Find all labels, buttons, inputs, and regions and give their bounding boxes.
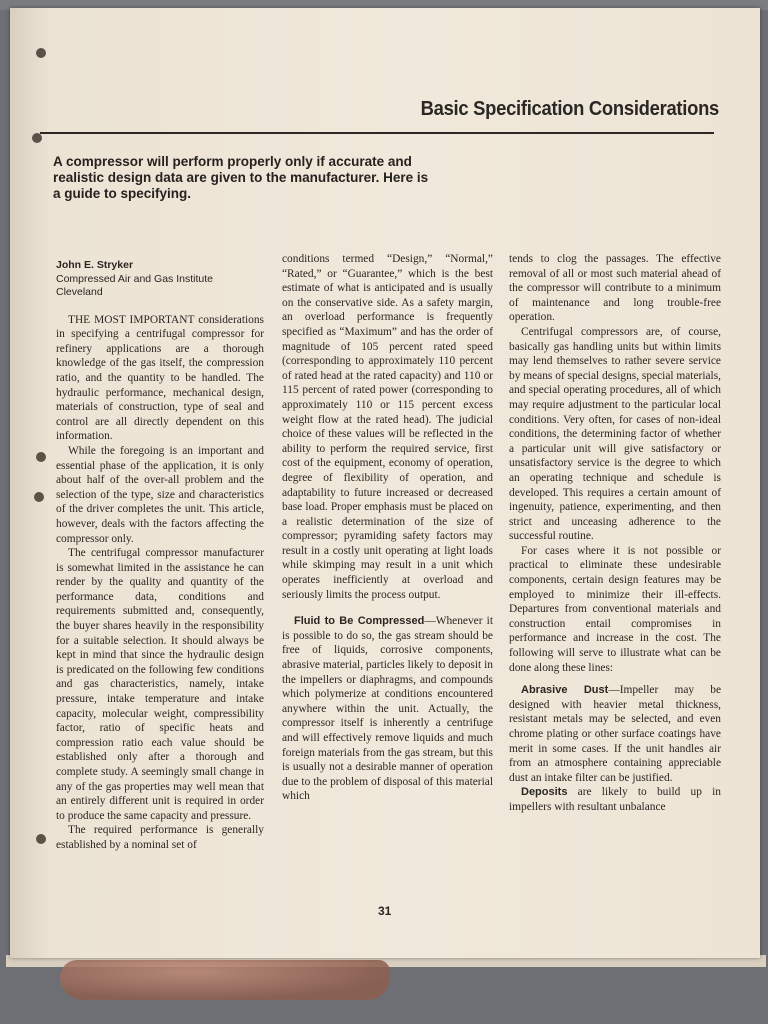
paragraph: The required performance is generally established by a nominal set of: [56, 824, 264, 851]
article-title: Basic Specification Considerations: [420, 98, 719, 120]
author-name: John E. Stryker: [56, 259, 134, 271]
paragraph: tends to clog the passages. The effective removal of all or most such material ahead of the compressor will contribute to a minimum of maintenance and long trouble-free operation.: [509, 253, 721, 324]
author-affiliation: [56, 273, 264, 299]
section-heading: Abrasive Dust: [521, 684, 609, 697]
paragraph: Centrifugal compressors are, of course, basically gas handling units but within limits may lend themselves to rather severe service by means of special designs, special materials, and special operating procedures, all of which may require adjustment to the particular local conditions. Very often, for cases of non-ideal conditions, the determining factor of whether a particular unit will give satisfactory or unsatisfactory service is the degree to which an operating technique and schedule is developed. This requires a certain amount of ingenuity, patience, experimenting, and then strict and unceasing adherence to the successful routine.: [509, 325, 721, 543]
paragraph: [509, 785, 721, 814]
paragraph: THE MOST IMPORTANT considerations in specifying a centrifugal compressor for refinery applications are a thorough knowledge of the gas itself, the compression ratio, and the quantity to be handled. The hydraulic performance, mechanical design, materials of construction, type of seal and control are all directly dependent on this information.: [56, 313, 264, 443]
hand-shadow: [60, 960, 390, 1000]
paragraph: For cases where it is not possible or practical to eliminate these undesirable components, certain design features may be employed to minimize their ill-effects. Departures from conventional materials and construction entail compromises in performance and increase in the cost. The following will serve to illustrate what can be done along these lines:: [509, 544, 721, 674]
paragraph-text: —Whenever it is possible to do so, the gas stream should be free of liquids, corrosive components, abrasive material, particles likely to deposit in the impellers or diaphragms, and compounds which polymerize at conditions encountered anywhere within the unit. Actually, the compressor itself is inherently a centrifuge and will effectively remove liquids and much foreign materials from the gas stream, but this is usually not a desirable manner of operation due to the problem of disposal of this material which: [282, 615, 493, 803]
paragraph-text: —Impeller may be designed with heavier metal thickness, resistant metals may be selected, and even chrome plating or other surface coatings have merit in some cases. If the unit handles air from an atmosphere containing appreciable dust an intake filter can be justified.: [509, 684, 721, 784]
binder-hole-icon: [36, 48, 46, 58]
paragraph: The centrifugal compressor manufacturer is somewhat limited in the assistance he can render by the quality and quantity of the performance data, conditions and requirements submitted and, consequently, the buyer shares heavily in the responsibility for a suitable selection. It should always be kept in mind that since the hydraulic design is predicated on the following few conditions and gas characteristics, namely, intake pressure, intake temperature and intake capacity, molecular weight, compressibility factor, ratio of specific heats and compression ratio each value should be established only after a thorough and complete study. A seemingly small change in any of the gas properties may well mean that an entirely different unit is required in order to produce the same capacity and pressure.: [56, 547, 264, 822]
section-heading: Deposits: [521, 786, 568, 799]
section-heading: Fluid to Be Compressed: [294, 615, 425, 628]
paragraph: [282, 614, 493, 804]
paragraph-text: are likely to build up in impellers with resultant unbalance: [509, 786, 721, 813]
binder-hole-icon: [36, 452, 46, 462]
page-number: 31: [378, 904, 392, 918]
column-2: [282, 252, 493, 804]
binder-hole-icon: [32, 133, 42, 143]
paragraph: [509, 683, 721, 785]
paragraph: conditions termed “Design,” “Normal,” “Rated,” or “Guarantee,” which is the best estimate of what is anticipated and is usually on the conservative side. As a safety margin, an overload performance is frequently specified as “Maximum” and has the order of magnitude of 105 percent rated speed (corresponding to approximately 110 percent of rated head at the rated capacity) and 110 or 115 percent of rated power (corresponding to approximately 110 or 115 percent excess weight flow at the rated head). The judicial choice of these values will be reflected in the ability to perform the required service, first cost of the equipment, economy of operation, degree of flexibility of operation, and adaptability to future increased or decreased base load. Proper emphasis must be placed on a realistic determination of the size of compressor; pyramiding safety factors may result in a costly unit operating at light loads while skimping may result in a unit which operates inefficiently at overload and seriously limits the process output.: [282, 253, 493, 601]
column-3: [509, 252, 721, 815]
affiliation-city: Cleveland: [56, 285, 103, 298]
binder-hole-icon: [36, 834, 46, 844]
title-rule: [40, 132, 714, 134]
affiliation-org: Compressed Air and Gas Institute: [56, 272, 213, 285]
binder-hole-icon: [34, 492, 44, 502]
paragraph: While the foregoing is an important and essential phase of the application, it is only about half of the over-all problem and the selection of the type, size and characteristics of the driver completes the unit. This article, however, deals with the factors affecting the compressor only.: [56, 444, 264, 545]
column-1: [56, 252, 264, 853]
article-lede: A compressor will perform properly only if accurate and realistic design data are given to the manufacturer. Here is a guide to specifying.: [53, 154, 429, 201]
